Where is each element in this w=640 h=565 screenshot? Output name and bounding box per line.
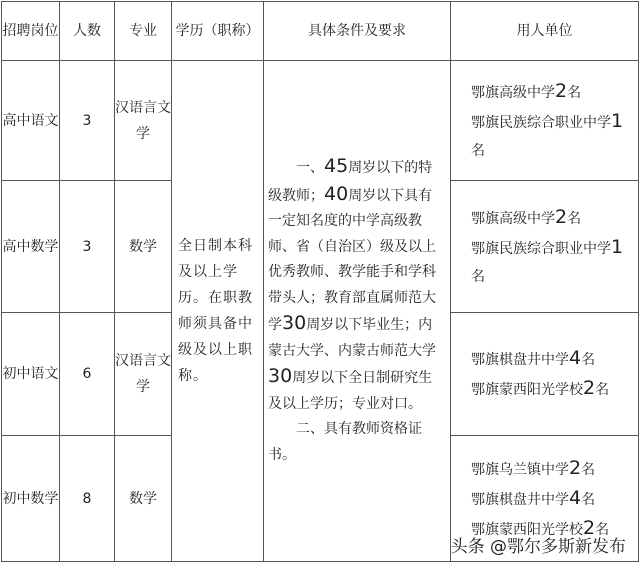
header-major: 专业 — [115, 2, 172, 61]
count-cell: 3 — [60, 181, 115, 313]
major-cell: 汉语言文学 — [115, 313, 172, 436]
employer-item: 鄂旗民族综合职业中学1名 — [471, 109, 624, 159]
education-cell: 全日制本科及以上学历。在职教师须具备中级及以上职称。 — [172, 61, 264, 562]
major-cell: 数学 — [115, 436, 172, 562]
header-count: 人数 — [60, 2, 115, 61]
employer-cell — [451, 313, 639, 436]
header-employer: 用人单位 — [451, 2, 639, 61]
count-cell: 8 — [60, 436, 115, 562]
count-cell: 6 — [60, 313, 115, 436]
table-row — [2, 61, 639, 181]
header-row — [2, 2, 639, 61]
employer-item: 鄂旗乌兰镇中学2名 — [471, 456, 596, 479]
position-cell: 初中语文 — [2, 313, 60, 436]
recruitment-table — [1, 1, 639, 562]
requirement-item: 一、45周岁以下的特级教师；40周岁以下具有一定知名度的中学高级教师、省（自治区）级及以上优秀教师、教学能手和学科带头人；教育部直属师范大学30周岁以下毕业生；内蒙古大学、内蒙古师范大学30周岁以下全日制研究生及以上学历；专业对口。 — [268, 155, 436, 412]
major-cell: 数学 — [115, 181, 172, 313]
employer-cell — [451, 61, 639, 181]
position-cell: 高中数学 — [2, 181, 60, 313]
major-cell: 汉语言文学 — [115, 61, 172, 181]
employer-item: 鄂旗蒙西阳光学校2名 — [471, 377, 610, 399]
requirement-item: 二、具有教师资格证书。 — [268, 421, 422, 463]
position-cell: 初中数学 — [2, 436, 60, 562]
count-cell: 3 — [60, 61, 115, 181]
employer-item: 鄂旗棋盘井中学4名 — [471, 347, 596, 369]
header-position: 招聘岗位 — [2, 2, 60, 61]
employer-item: 鄂旗民族综合职业中学1名 — [471, 235, 624, 285]
employer-item: 鄂旗高级中学2名 — [471, 79, 582, 102]
requirements-cell — [264, 61, 451, 562]
employer-cell — [451, 181, 639, 313]
header-requirements: 具体条件及要求 — [264, 2, 451, 61]
employer-item: 鄂旗蒙西阳光学校2名 — [471, 516, 610, 539]
employer-item: 鄂旗高级中学2名 — [471, 205, 582, 228]
header-education: 学历（职称） — [172, 2, 264, 61]
employer-item: 鄂旗棋盘井中学4名 — [471, 486, 596, 509]
watermark: 头条 @鄂尔多斯新发布 — [450, 537, 626, 557]
position-cell: 高中语文 — [2, 61, 60, 181]
